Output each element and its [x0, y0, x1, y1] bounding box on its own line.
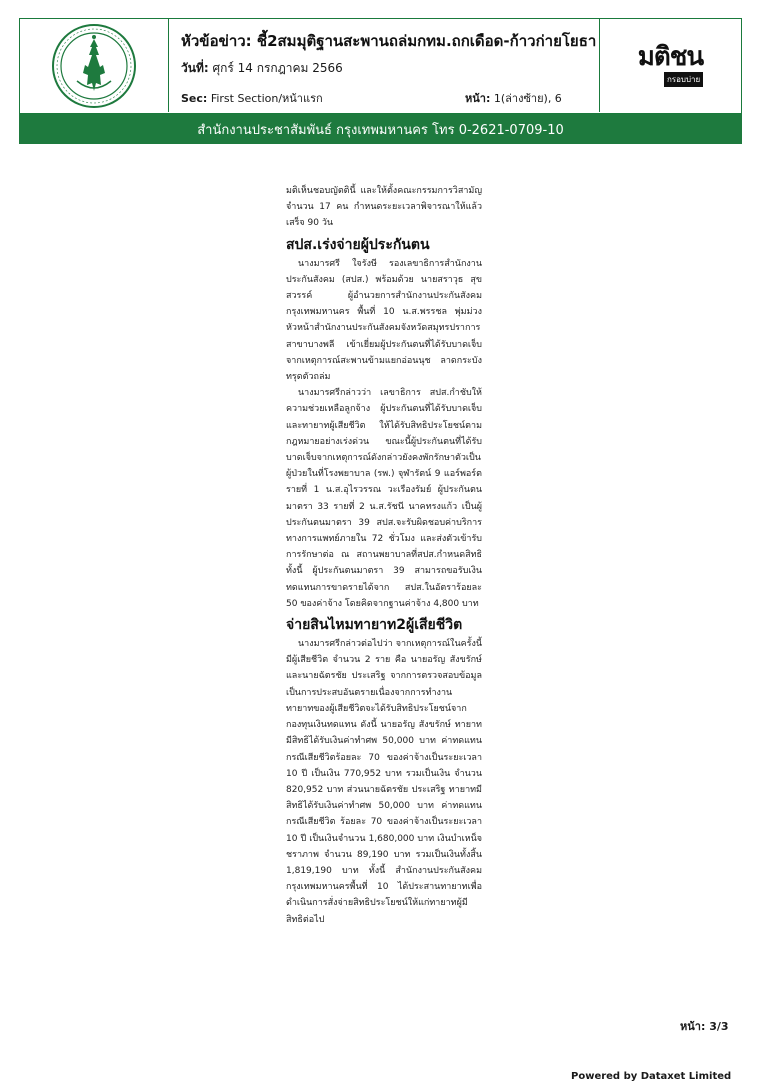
date-label: วันที่: — [181, 61, 209, 75]
brand-edition: กรอบบ่าย — [664, 72, 703, 87]
page-ref — [465, 89, 562, 107]
article-paragraph: มติเห็นชอบญัตตินี้ และให้ตั้งคณะกรรมการวิสามัญ จำนวน 17 คน กำหนดระยะเวลาพิจารณาให้แล้วเสร็จ 90 วัน — [286, 186, 482, 229]
page-label: หน้า: — [465, 92, 491, 105]
article-paragraph: นางมารศรี ใจรังษี รองเลขาธิการสำนักงานประกันสังคม (สปส.) พร้อมด้วย นายสราวุธ สุขสวรรค์ ผู้อำนวยการสำนักงานประกันสังคมกรุงเทพมหานคร พื้นที่ 10 น.ส.พรรชล พุ่มม่วง หัวหน้าสำนักงานประกันสังคมจังหวัดสมุทรปราการ สาขาบางพลี เข้าเยี่ยมผู้ประกันตนที่ได้รับบาดเจ็บจากเหตุการณ์สะพานข้ามแยกอ่อนนุช ลาดกระบัง ทรุดตัวถล่ม — [286, 258, 482, 383]
logo-cell — [20, 19, 169, 112]
page-value: 1(ล่างซ้าย), 6 — [493, 92, 562, 105]
newspaper-logo — [638, 44, 703, 87]
headline-label: หัวข้อข่าว: — [181, 32, 252, 50]
clipping-header — [19, 18, 742, 114]
contact-bar: สำนักงานประชาสัมพันธ์ กรุงเทพมหานคร โทร 0-2621-0709-10 — [19, 114, 742, 144]
date-value: ศุกร์ 14 กรกฎาคม 2566 — [212, 61, 343, 75]
article-subheading: จ่ายสินไหมทายาท2ผู้เสียชีวิต — [286, 617, 463, 634]
powered-by: Powered by Dataxet Limited — [571, 1071, 732, 1082]
brand-cell — [600, 19, 741, 112]
article-clipping — [286, 183, 482, 1011]
section-label: Sec: — [181, 92, 208, 105]
page-number-label: หน้า: — [680, 1020, 706, 1033]
article-paragraph: นางมารศรีกล่าวว่า เลขาธิการ สปส.กำชับให้ความช่วยเหลือลูกจ้าง ผู้ประกันตนที่ได้รับบาดเจ็บ และทายาทผู้เสียชีวิต ให้ได้รับสิทธิประโยชน์ตามกฎหมายอย่างเร่งด่วน ขณะนี้ผู้ประกันตนที่ได้รับบาดเจ็บจากเหตุการณ์ดังกล่าวยังคงพักรักษาตัวเป็นผู้ป่วยในที่โรงพยาบาล (รพ.) จุฬารัตน์ 9 แอร์พอร์ต รายที่ 1 น.ส.อุไรวรรณ วะเรืองรัมย์ ผู้ประกันตนมาตรา 33 รายที่ 2 น.ส.รัชนี นาคทรงแก้ว เป็นผู้ประกันตนมาตรา 39 สปส.จะรับผิดชอบค่าบริการทางการแพทย์ภายใน 72 ชั่วโมง และส่งตัวเข้ารับการรักษาต่อ ณ สถานพยาบาลที่สปส.กำหนดสิทธิ ทั้งนี้ ผู้ประกันตนมาตรา 39 สามารถขอรับเงินทดแทนการขาดรายได้จาก สปส.ในอัตราร้อยละ 50 ของค่าจ้าง โดยคิดจากฐานค่าจ้าง 4,800 บาท — [286, 388, 482, 609]
brand-name: มติชน — [637, 42, 704, 72]
article-subheading: สปส.เร่งจ่ายผู้ประกันตน — [286, 236, 430, 253]
headline — [181, 29, 601, 53]
page-number-value: 3/3 — [709, 1020, 729, 1033]
section — [181, 89, 323, 107]
headline-text: ชี้2สมมุติฐานสะพานถล่มกทม.ถกเดือด-ก้าวก่ายโยธา — [256, 32, 597, 50]
page-number — [680, 1017, 729, 1035]
article-paragraph: นางมารศรีกล่าวต่อไปว่า จากเหตุการณ์ในครั้งนี้มีผู้เสียชีวิต จำนวน 2 ราย คือ นายอรัญ สังขรักษ์ และนายฉัตรชัย ประเสริฐ จากการตรวจสอบข้อมูลเป็นการประสบอันตรายเนื่องจากการทำงาน ทายาทของผู้เสียชีวิตจะได้รับสิทธิประโยชน์จากกองทุนเงินทดแทน ดังนี้ นายอรัญ สังขรักษ์ ทายาทมีสิทธิได้รับเงินค่าทำศพ 50,000 บาท ค่าทดแทนกรณีเสียชีวิตร้อยละ 70 ของค่าจ้างเป็นระยะเวลา 10 ปี เป็นเงิน 770,952 บาท รวมเป็นเงิน จำนวน 820,952 บาท ส่วนนายฉัตรชัย ประเสริฐ ทายาทมีสิทธิได้รับเงินค่าทำศพ 50,000 บาท ค่าทดแทนกรณีเสียชีวิต ร้อยละ 70 ของค่าจ้างเป็นระยะเวลา 10 ปี เป็นเงินจำนวน 1,680,000 บาท เงินบำเหน็จชราภาพ จำนวน 89,190 บาท รวมเป็นเงินทั้งสิ้น 1,819,190 บาท ทั้งนี้ สำนักงานประกันสังคมกรุงเทพมหานครพื้นที่ 10 ได้ประสานทายาทเพื่อดำเนินการสั่งจ่ายสิทธิประโยชน์ให้แก่ทายาทผู้มีสิทธิต่อไป — [286, 639, 482, 925]
date — [181, 59, 343, 78]
bangkok-seal-icon — [51, 23, 137, 109]
section-value: First Section/หน้าแรก — [210, 92, 323, 105]
clipping-meta — [169, 19, 600, 112]
